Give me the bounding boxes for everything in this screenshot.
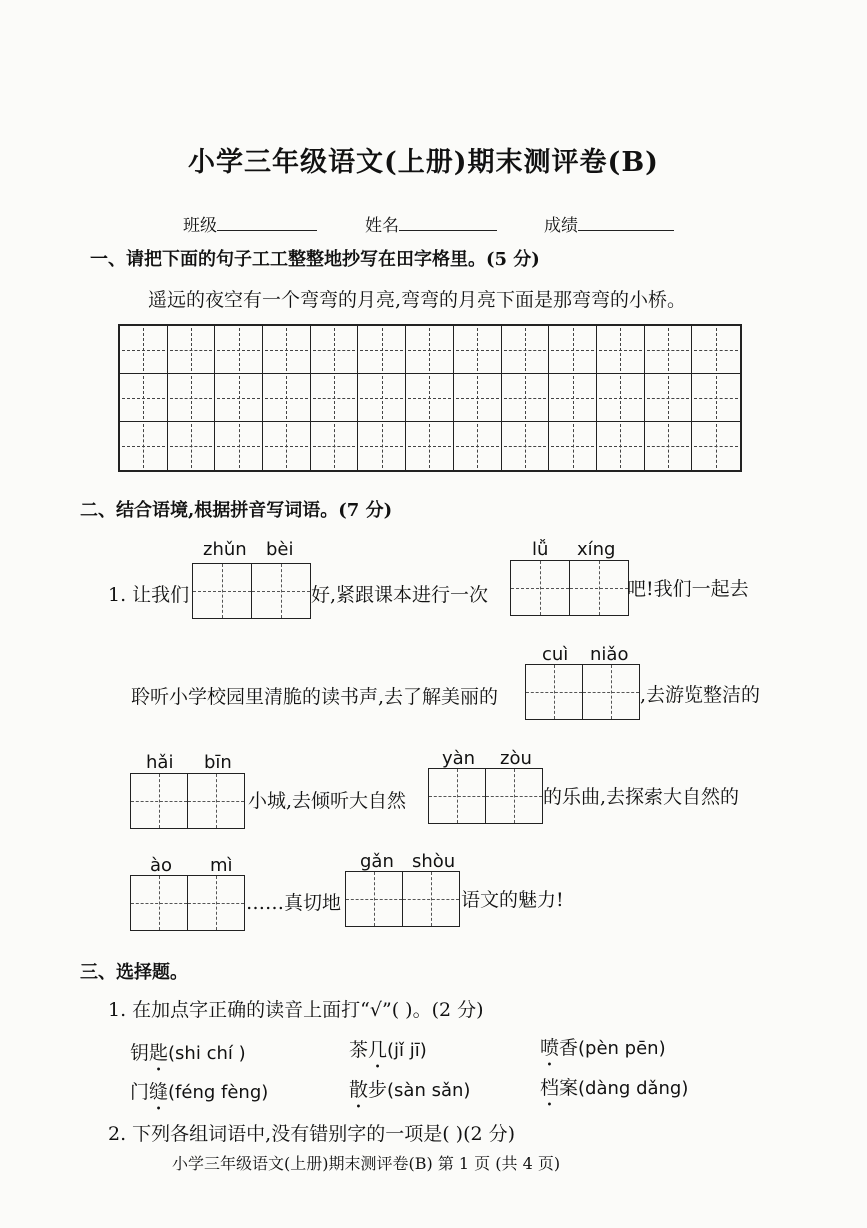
sentence-text: 1. 让我们	[108, 584, 190, 606]
grid-cell[interactable]	[251, 563, 311, 619]
grid-cell[interactable]	[454, 422, 502, 470]
grid-cell[interactable]	[168, 326, 216, 374]
dotted-char: 匙	[149, 1042, 169, 1064]
section2-heading: 二、结合语境,根据拼音写词语。(7 分)	[80, 500, 393, 521]
grid-cell[interactable]	[569, 560, 629, 616]
grid-cell[interactable]	[311, 326, 359, 374]
grid-cell[interactable]	[187, 773, 245, 829]
pinyin: bèi	[266, 539, 294, 560]
sentence-text: ,去游览整洁的	[640, 684, 761, 706]
score-blank[interactable]	[578, 228, 674, 231]
grid-cell[interactable]	[485, 768, 543, 824]
sentence-text: ……真切地	[246, 892, 342, 914]
grid-cell[interactable]	[263, 326, 311, 374]
pinyin: hǎi	[146, 752, 174, 773]
grid-cell[interactable]	[187, 875, 245, 931]
grid-cell[interactable]	[130, 773, 188, 829]
pinyin: gǎn	[360, 851, 394, 872]
class-field	[183, 211, 317, 236]
grid-cell[interactable]	[192, 563, 252, 619]
grid-cell[interactable]	[402, 871, 460, 927]
grid-cell[interactable]	[454, 326, 502, 374]
dotted-char: 散	[349, 1079, 369, 1101]
grid-cell[interactable]	[692, 326, 740, 374]
grid-cell[interactable]	[692, 374, 740, 422]
pinyin-options[interactable]: (pèn pēn)	[578, 1038, 666, 1059]
sentence-text: 好,紧跟课本进行一次	[311, 584, 489, 606]
dotted-char: 喷	[540, 1037, 560, 1059]
grid-cell[interactable]	[692, 422, 740, 470]
pinyin-options[interactable]: (shi chí )	[168, 1043, 246, 1064]
class-blank[interactable]	[217, 228, 317, 231]
pinyin: lǚ	[532, 539, 549, 560]
grid-cell[interactable]	[120, 422, 168, 470]
grid-cell[interactable]	[645, 326, 693, 374]
grid-cell[interactable]	[215, 422, 263, 470]
question-2: 2. 下列各组词语中,没有错别字的一项是( )(2 分)	[108, 1123, 516, 1145]
grid-cell[interactable]	[502, 374, 550, 422]
grid-cell[interactable]	[454, 374, 502, 422]
grid-cell[interactable]	[549, 374, 597, 422]
section1-heading: 一、请把下面的句子工工整整地抄写在田字格里。(5 分)	[90, 249, 540, 270]
name-blank[interactable]	[399, 228, 497, 231]
answer-box-yanzou[interactable]	[428, 768, 543, 824]
option-penxiang[interactable]	[540, 1033, 666, 1060]
option-dangan[interactable]	[540, 1073, 688, 1100]
grid-cell[interactable]	[582, 664, 640, 720]
section1-sentence: 遥远的夜空有一个弯弯的月亮,弯弯的月亮下面是那弯弯的小桥。	[148, 289, 687, 311]
question-1: 1. 在加点字正确的读音上面打“√”( )。(2 分)	[108, 999, 484, 1021]
sentence-text: 聆听小学校园里清脆的读书声,去了解美丽的	[131, 686, 499, 708]
char: 案	[559, 1077, 579, 1099]
grid-cell[interactable]	[597, 422, 645, 470]
pinyin: shòu	[412, 851, 456, 872]
pinyin: zhǔn	[203, 539, 247, 560]
score-label: 成绩	[544, 216, 578, 236]
pinyin-options[interactable]: (dàng dǎng)	[578, 1078, 689, 1099]
pinyin: cuì	[542, 644, 569, 665]
sentence-text: 的乐曲,去探索大自然的	[543, 786, 740, 808]
page-footer: 小学三年级语文(上册)期末测评卷(B) 第 1 页 (共 4 页)	[172, 1154, 561, 1173]
grid-cell[interactable]	[120, 374, 168, 422]
grid-cell[interactable]	[645, 422, 693, 470]
sentence-text: 小城,去倾听大自然	[248, 790, 407, 812]
grid-cell[interactable]	[406, 326, 454, 374]
answer-box-ganshou[interactable]	[345, 871, 460, 927]
grid-cell[interactable]	[502, 422, 550, 470]
option-menfeng[interactable]	[130, 1077, 268, 1104]
option-yaoshi[interactable]	[130, 1038, 246, 1065]
copy-grid[interactable]	[118, 324, 742, 472]
grid-cell[interactable]	[549, 422, 597, 470]
sentence-text: 吧!我们一起去	[627, 578, 749, 600]
class-label: 班级	[183, 216, 217, 236]
pinyin-options[interactable]: (jǐ jī)	[387, 1040, 427, 1061]
pinyin-options[interactable]: (féng fèng)	[168, 1082, 269, 1103]
answer-box-lvxing[interactable]	[510, 560, 629, 616]
grid-cell[interactable]	[311, 422, 359, 470]
grid-cell[interactable]	[120, 326, 168, 374]
dotted-char: 缝	[149, 1081, 169, 1103]
pinyin: zòu	[500, 748, 532, 769]
grid-cell[interactable]	[428, 768, 486, 824]
grid-cell[interactable]	[597, 374, 645, 422]
pinyin: bīn	[204, 752, 232, 773]
grid-cell[interactable]	[510, 560, 570, 616]
name-label: 姓名	[365, 216, 399, 236]
grid-cell[interactable]	[406, 422, 454, 470]
page-title: 小学三年级语文(上册)期末测评卷(B)	[188, 147, 659, 178]
name-field	[365, 211, 497, 236]
answer-box-cuiniao[interactable]	[525, 664, 640, 720]
grid-cell[interactable]	[263, 374, 311, 422]
section3-heading: 三、选择题。	[80, 962, 188, 983]
pinyin: ào	[150, 855, 173, 876]
dotted-char: 档	[540, 1077, 560, 1099]
score-field	[544, 211, 674, 236]
grid-cell[interactable]	[263, 422, 311, 470]
grid-cell[interactable]	[406, 374, 454, 422]
char: 茶	[349, 1039, 369, 1061]
char: 香	[559, 1037, 579, 1059]
grid-cell[interactable]	[130, 875, 188, 931]
grid-cell[interactable]	[549, 326, 597, 374]
grid-cell[interactable]	[345, 871, 403, 927]
grid-cell[interactable]	[168, 422, 216, 470]
char: 门	[130, 1081, 150, 1103]
pinyin: yàn	[442, 748, 476, 769]
grid-cell[interactable]	[358, 326, 406, 374]
grid-cell[interactable]	[358, 374, 406, 422]
pinyin: xíng	[577, 539, 616, 560]
pinyin: niǎo	[590, 644, 629, 665]
answer-box-haibin[interactable]	[130, 773, 245, 829]
grid-cell[interactable]	[358, 422, 406, 470]
sentence-text: 语文的魅力!	[461, 889, 564, 911]
answer-box-aomi[interactable]	[130, 875, 245, 931]
option-chaji[interactable]	[349, 1035, 427, 1062]
answer-box-zhunbei[interactable]	[192, 563, 311, 619]
grid-cell[interactable]	[597, 326, 645, 374]
grid-cell[interactable]	[215, 374, 263, 422]
pinyin-options[interactable]: (sàn sǎn)	[387, 1080, 471, 1101]
option-sanbu[interactable]	[349, 1075, 470, 1102]
char: 钥	[130, 1042, 150, 1064]
grid-cell[interactable]	[311, 374, 359, 422]
grid-cell[interactable]	[215, 326, 263, 374]
grid-cell[interactable]	[168, 374, 216, 422]
grid-cell[interactable]	[525, 664, 583, 720]
grid-cell[interactable]	[645, 374, 693, 422]
char: 步	[368, 1079, 388, 1101]
dotted-char: 几	[368, 1039, 388, 1061]
pinyin: mì	[210, 855, 233, 876]
grid-cell[interactable]	[502, 326, 550, 374]
